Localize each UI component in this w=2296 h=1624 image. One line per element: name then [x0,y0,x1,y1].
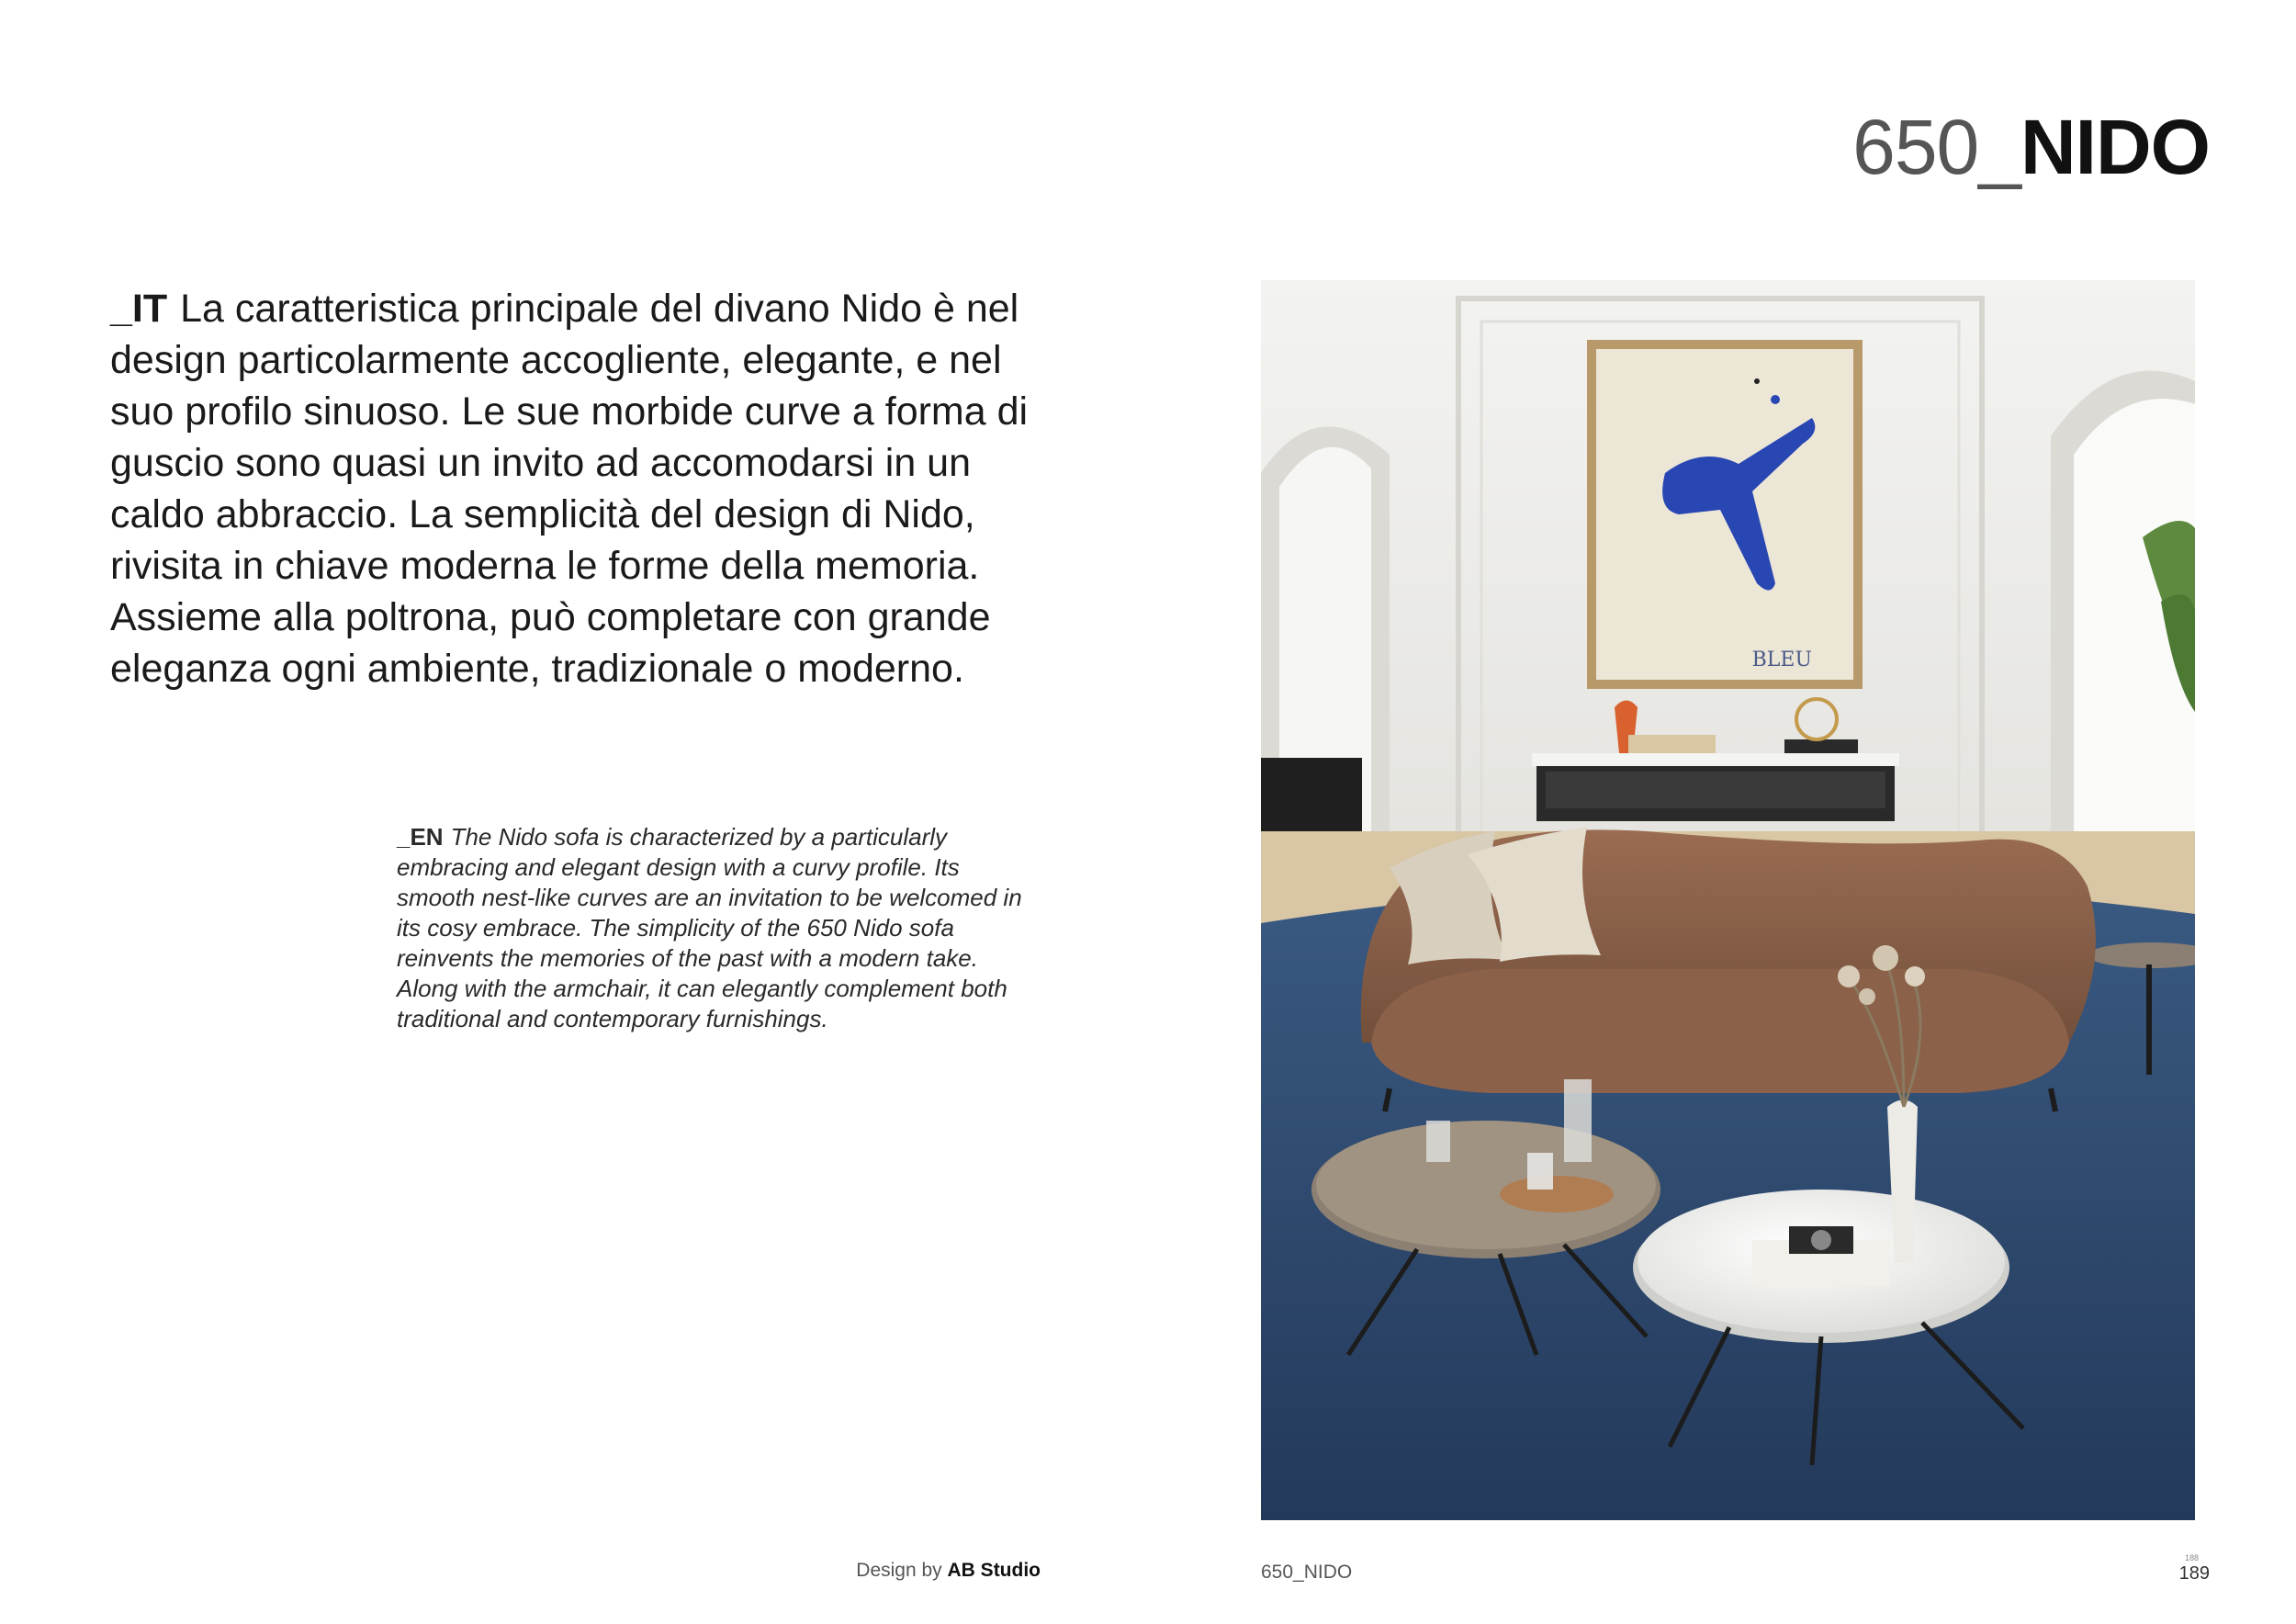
product-photo [1261,280,2195,1520]
console-top [1532,753,1899,766]
designer-name: AB Studio [947,1560,1041,1581]
design-credit-prefix: Design by [856,1560,942,1581]
footer-product-name: 650_NIDO [1261,1562,1353,1583]
sideboard [1261,758,1362,831]
page-title [1852,104,2210,190]
glass [1426,1121,1450,1162]
english-tag: _EN [397,823,444,851]
english-text: The Nido sofa is characterized by a particularly embracing and elegant design with a curvy profile. Its smooth nest-like curves are an invitation to be welcomed in its cosy embrace. The simplicity of the 650 Nido sofa reinvents the memories of the past with a modern take. Along with the armchair, it can elegantly complement both traditional and contemporary furnishings. [397,823,1022,1032]
title-name: NIDO [2020,104,2210,190]
poster-caption: BLEU [1751,648,1812,671]
design-credit [856,1560,1041,1582]
english-description [397,822,1030,1034]
sofa-seat [1371,969,2069,1093]
italian-description [110,283,1065,694]
title-number: 650_ [1852,104,2020,190]
italian-text: La caratteristica principale del divano Nido è nel design particolarmente accogliente, elegante, e nel suo profilo sinuoso. Le sue morbide curve a forma di guscio sono quasi un invito ad accomodarsi in un caldo abbraccio. La semplicità del design di Nido, rivisita in chiave moderna le forme della memoria. Assieme alla poltrona, può completare con grande eleganza ogni ambiente, tradizionale o moderno. [110,287,1029,691]
page-number: 189 [2178,1563,2210,1584]
page-number-small: 188 [2184,1553,2199,1562]
italian-tag: _IT [110,287,168,331]
